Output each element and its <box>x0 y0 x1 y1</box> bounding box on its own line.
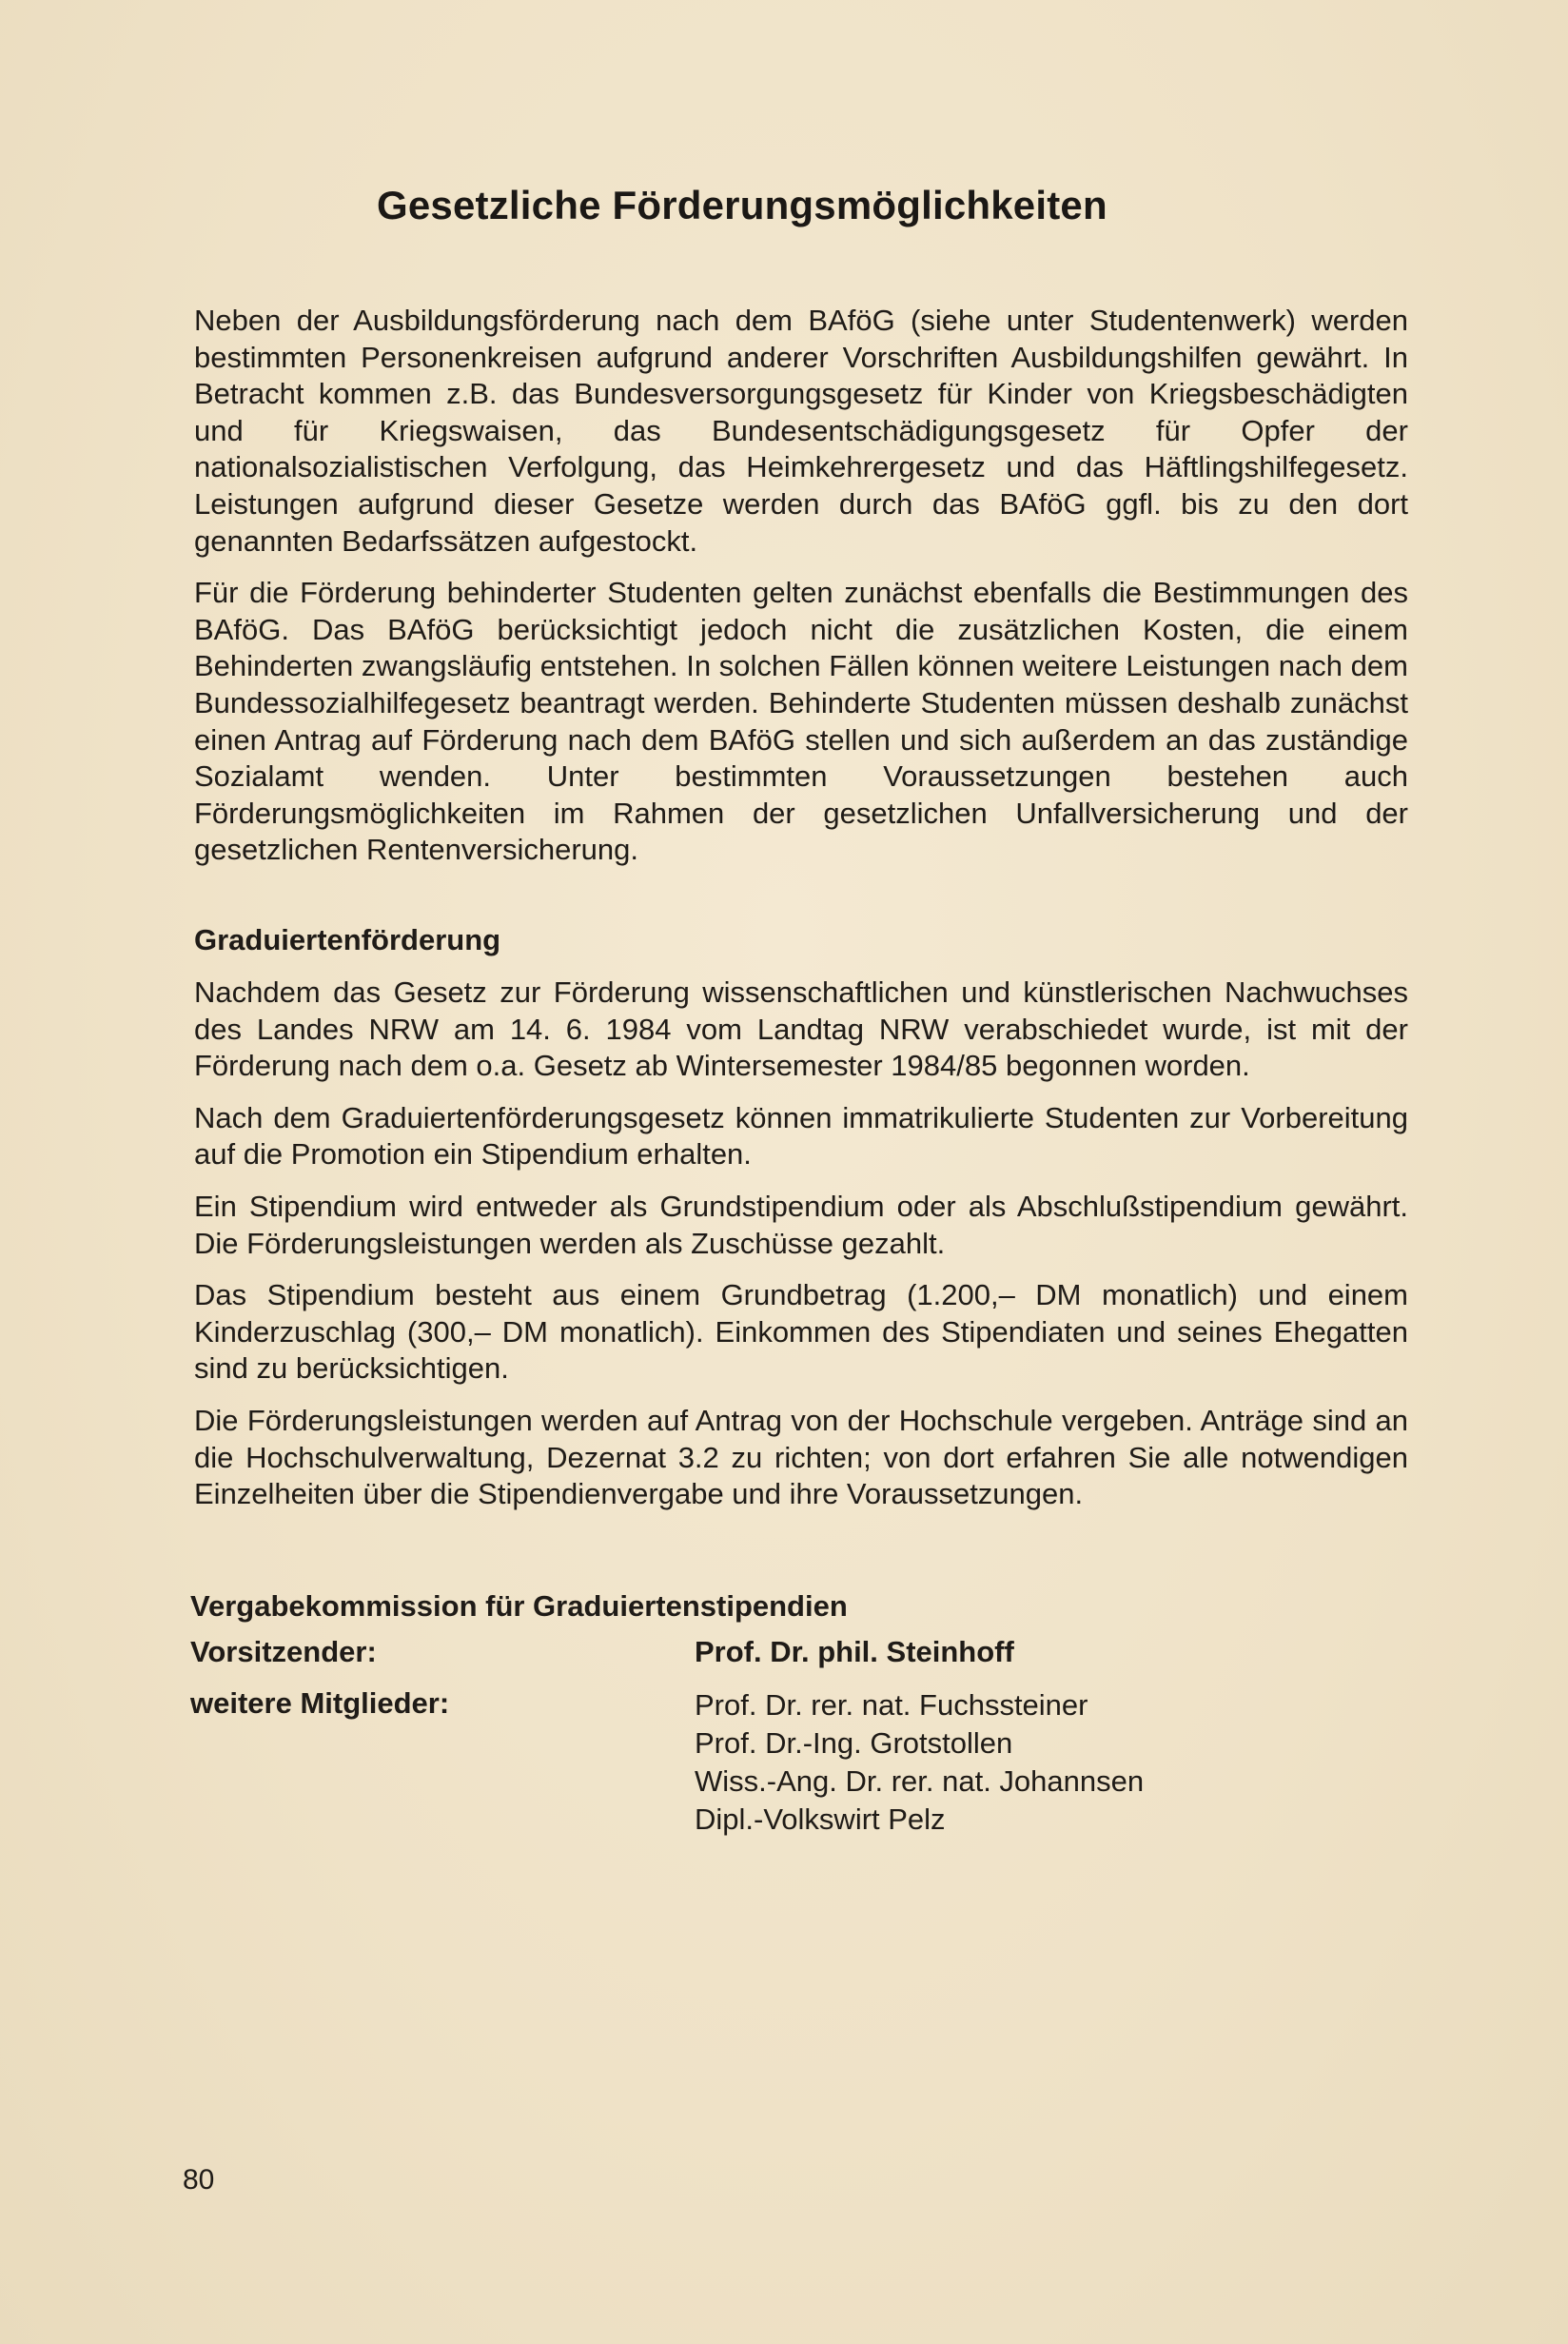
graduate-section <box>194 975 1408 1528</box>
graduate-paragraph: Nachdem das Gesetz zur Förderung wissenschaftlichen und künstlerischen Nachwuchses des Landes NRW am 14. 6. 1984 vom Landtag NRW verabschiedet wurde, ist mit der Förderung nach dem o.a. Gesetz ab Wintersemester 1984/85 begonnen worden. <box>194 975 1408 1083</box>
page-title: Gesetzliche Förderungsmöglichkeiten <box>377 183 1107 227</box>
graduate-paragraph: Ein Stipendium wird entweder als Grundstipendium oder als Abschlußstipendium gewährt. Die Förderungsleistungen werden als Zuschüsse gezahlt. <box>194 1189 1408 1260</box>
members-row <box>190 1686 1237 1836</box>
graduate-paragraph: Nach dem Graduiertenförderungsgesetz können immatrikulierte Studenten zur Vorbereitung auf die Promotion ein Stipendium erhalten. <box>194 1100 1408 1172</box>
members-label: weitere Mitglieder: <box>190 1686 450 1720</box>
graduate-heading: Graduiertenförderung <box>194 923 501 956</box>
member-name: Prof. Dr.-Ing. Grotstollen <box>695 1726 1013 1760</box>
member-name: Dipl.-Volkswirt Pelz <box>695 1802 946 1836</box>
chair-row <box>190 1635 1237 1673</box>
chair-name: Prof. Dr. phil. Steinhoff <box>695 1635 1014 1668</box>
graduate-paragraph: Die Förderungsleistungen werden auf Antrag von der Hochschule vergeben. Anträge sind an die Hochschulverwaltung, Dezernat 3.2 zu richten; von dort erfahren Sie alle notwendigen Einzelheiten über die Stipendienvergabe und ihre Voraussetzungen. <box>194 1403 1408 1511</box>
commission-title: Vergabekommission für Graduiertenstipendien <box>190 1589 848 1623</box>
intro-section <box>194 303 1408 884</box>
members-list <box>695 1686 1144 1839</box>
intro-paragraph: Für die Förderung behinderter Studenten gelten zunächst ebenfalls die Bestimmungen des BAföG. Das BAföG berücksichtigt jedoch nicht die zusätzlichen Kosten, die einem Behinderten zwangsläufig entstehen. In solchen Fällen können weitere Leistungen nach dem Bundessozialhilfegesetz beantragt werden. Behinderte Studenten müssen deshalb zunächst einen Antrag auf Förderung nach dem BAföG stellen und sich außerdem an das zuständige Sozialamt wenden. Unter bestimmten Voraussetzungen bestehen auch Förderungsmöglichkeiten im Rahmen der gesetzlichen Unfallversicherung und der gesetzlichen Rentenversicherung. <box>194 576 1408 867</box>
chair-label: Vorsitzender: <box>190 1635 377 1668</box>
member-name: Prof. Dr. rer. nat. Fuchssteiner <box>695 1688 1088 1722</box>
page-number: 80 <box>183 2164 215 2196</box>
intro-paragraph: Neben der Ausbildungsförderung nach dem BAföG (siehe unter Studentenwerk) werden bestimmten Personenkreisen aufgrund anderer Vorschriften Ausbildungshilfen gewährt. In Betracht kommen z.B. das Bundesversorgungsgesetz für Kinder von Kriegsbeschädigten und für Kriegswaisen, das Bundesentschädigungsgesetz für Opfer der nationalsozialistischen Verfolgung, das Heimkehrergesetz und das Häftlingshilfegesetz. Leistungen aufgrund dieser Gesetze werden durch das BAföG ggfl. bis zu den dort genannten Bedarfssätzen aufgestockt. <box>194 304 1408 558</box>
commission-section <box>190 1589 1237 1836</box>
member-name: Wiss.-Ang. Dr. rer. nat. Johannsen <box>695 1764 1145 1798</box>
graduate-paragraph: Das Stipendium besteht aus einem Grundbetrag (1.200,– DM monatlich) und einem Kinderzuschlag (300,– DM monatlich). Einkommen des Stipendiaten und seines Ehegatten sind zu berücksichtigen. <box>194 1278 1408 1386</box>
